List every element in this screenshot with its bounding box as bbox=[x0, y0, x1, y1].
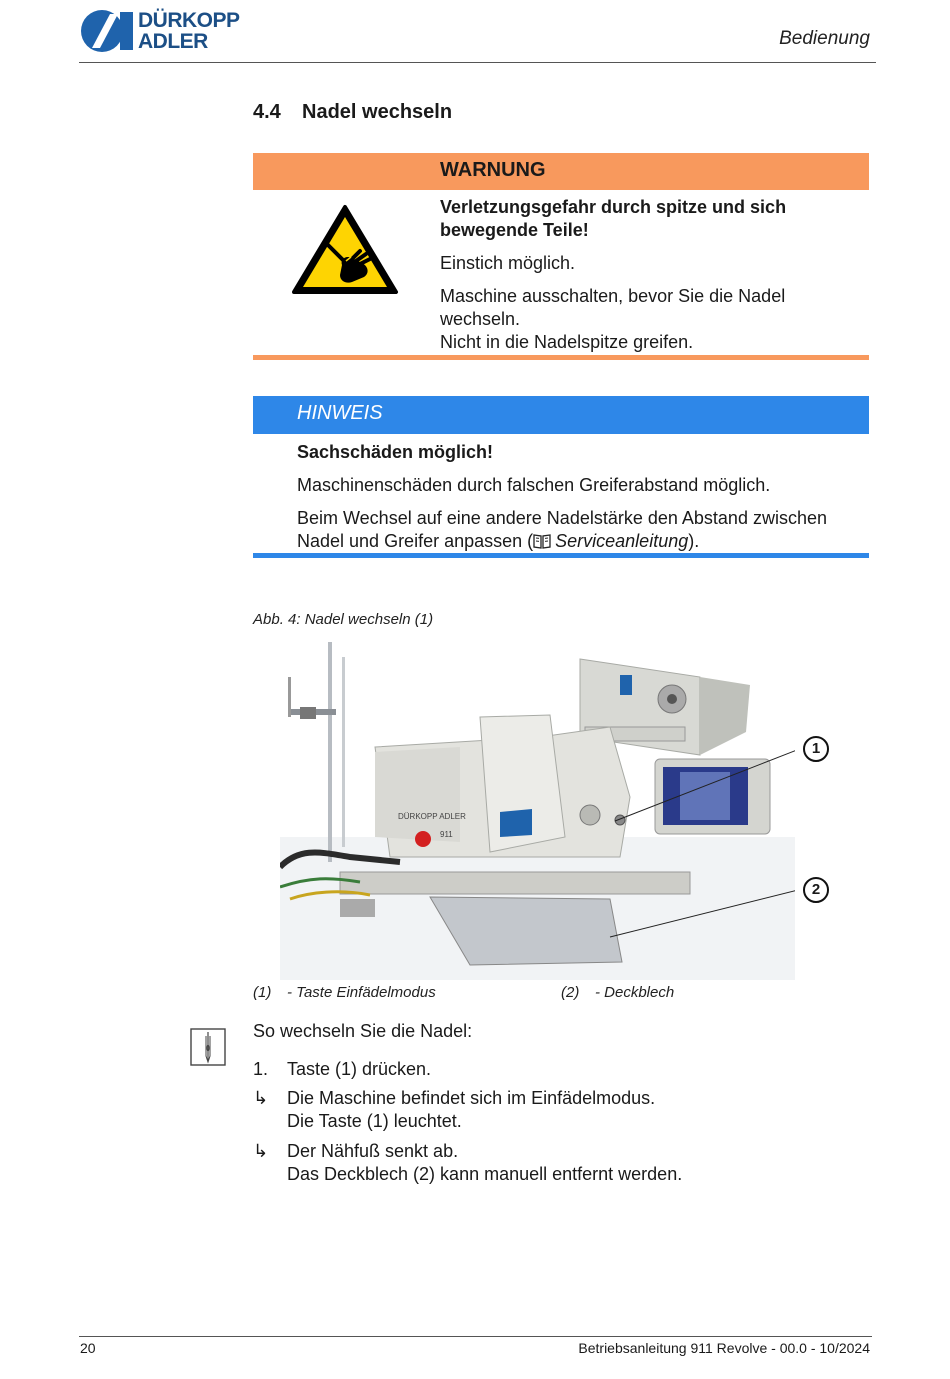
service-manual-reference[interactable]: Serviceanleitung bbox=[555, 531, 689, 551]
notice-action bbox=[297, 507, 867, 553]
instructions-intro: So wechseln Sie die Nadel: bbox=[253, 1021, 473, 1041]
machine-model-label: 911 bbox=[440, 830, 453, 839]
legend-number: (2) bbox=[561, 984, 580, 1001]
section-heading bbox=[253, 101, 452, 124]
step-line: Der Nähfuß senkt ab. bbox=[287, 1141, 459, 1161]
brand-line-2: ADLER bbox=[138, 30, 208, 53]
legend-text: - Deckblech bbox=[595, 984, 675, 1001]
callout-1: 1 bbox=[803, 736, 829, 762]
notice-bottom-rule bbox=[253, 553, 869, 558]
page-number: 20 bbox=[80, 1340, 96, 1356]
warning-header bbox=[253, 153, 869, 190]
needle-icon bbox=[190, 1028, 226, 1066]
notice-action-end: ). bbox=[688, 531, 700, 551]
machine-photo bbox=[280, 637, 821, 980]
step-line: Die Maschine befindet sich im Einfädelmodus. bbox=[287, 1088, 656, 1108]
notice-consequence: Maschinenschäden durch falschen Greiferabstand möglich. bbox=[297, 475, 771, 495]
warning-consequence: Einstich möglich. bbox=[440, 253, 576, 273]
notice-heading: Sachschäden möglich! bbox=[297, 442, 494, 462]
footer-divider bbox=[79, 1336, 872, 1337]
warning-action-1: Maschine ausschalten, bevor Sie die Nadel wechseln. bbox=[440, 286, 786, 329]
legend-item-2 bbox=[561, 984, 674, 1001]
step-line: Die Taste (1) leuchtet. bbox=[287, 1111, 462, 1131]
header-divider bbox=[79, 62, 876, 63]
notice-body bbox=[297, 441, 867, 563]
step-text bbox=[287, 1087, 807, 1133]
machine-brand-label: DÜRKOPP ADLER bbox=[398, 812, 466, 821]
notice-action-text: Beim Wechsel auf eine andere Nadelstärke den Abstand zwischen Nadel und Greifer anpassen ( bbox=[297, 508, 827, 551]
warning-body bbox=[440, 196, 860, 364]
step-line: Taste (1) drücken. bbox=[287, 1059, 432, 1079]
step-text bbox=[287, 1058, 807, 1081]
legend-text: - Taste Einfädelmodus bbox=[287, 984, 436, 1001]
step-number: 1. bbox=[253, 1059, 269, 1079]
notice-header bbox=[253, 396, 869, 434]
brand-line-1: DÜRKOPP bbox=[138, 9, 240, 32]
duerkopp-adler-logo-icon bbox=[80, 8, 136, 54]
warning-label: WARNUNG bbox=[440, 159, 546, 181]
warning-heading: Verletzungsgefahr durch spitze und sich bewegende Teile! bbox=[440, 197, 787, 240]
brand-logo bbox=[80, 8, 270, 54]
brand-name bbox=[138, 10, 240, 52]
document-title: Betriebsanleitung 911 Revolve - 00.0 - 10/2024 bbox=[578, 1340, 870, 1356]
section-title: Nadel wechseln bbox=[302, 101, 453, 123]
warning-bottom-rule bbox=[253, 355, 869, 360]
chapter-name: Bedienung bbox=[779, 28, 870, 49]
step-text bbox=[287, 1140, 807, 1186]
hand-injury-warning-icon bbox=[290, 203, 400, 297]
notice-label: HINWEIS bbox=[297, 402, 383, 424]
book-icon bbox=[533, 532, 551, 548]
warning-action-2: Nicht in die Nadelspitze greifen. bbox=[440, 332, 694, 352]
legend-number: (1) bbox=[253, 984, 272, 1001]
result-arrow-icon: ↳ bbox=[253, 1141, 269, 1161]
callout-2: 2 bbox=[803, 877, 829, 903]
result-arrow-icon: ↳ bbox=[253, 1088, 269, 1108]
legend-item-1 bbox=[253, 984, 436, 1001]
figure-caption: Abb. 4: Nadel wechseln (1) bbox=[253, 611, 434, 628]
section-number: 4.4 bbox=[253, 101, 281, 123]
step-line: Das Deckblech (2) kann manuell entfernt werden. bbox=[287, 1164, 683, 1184]
